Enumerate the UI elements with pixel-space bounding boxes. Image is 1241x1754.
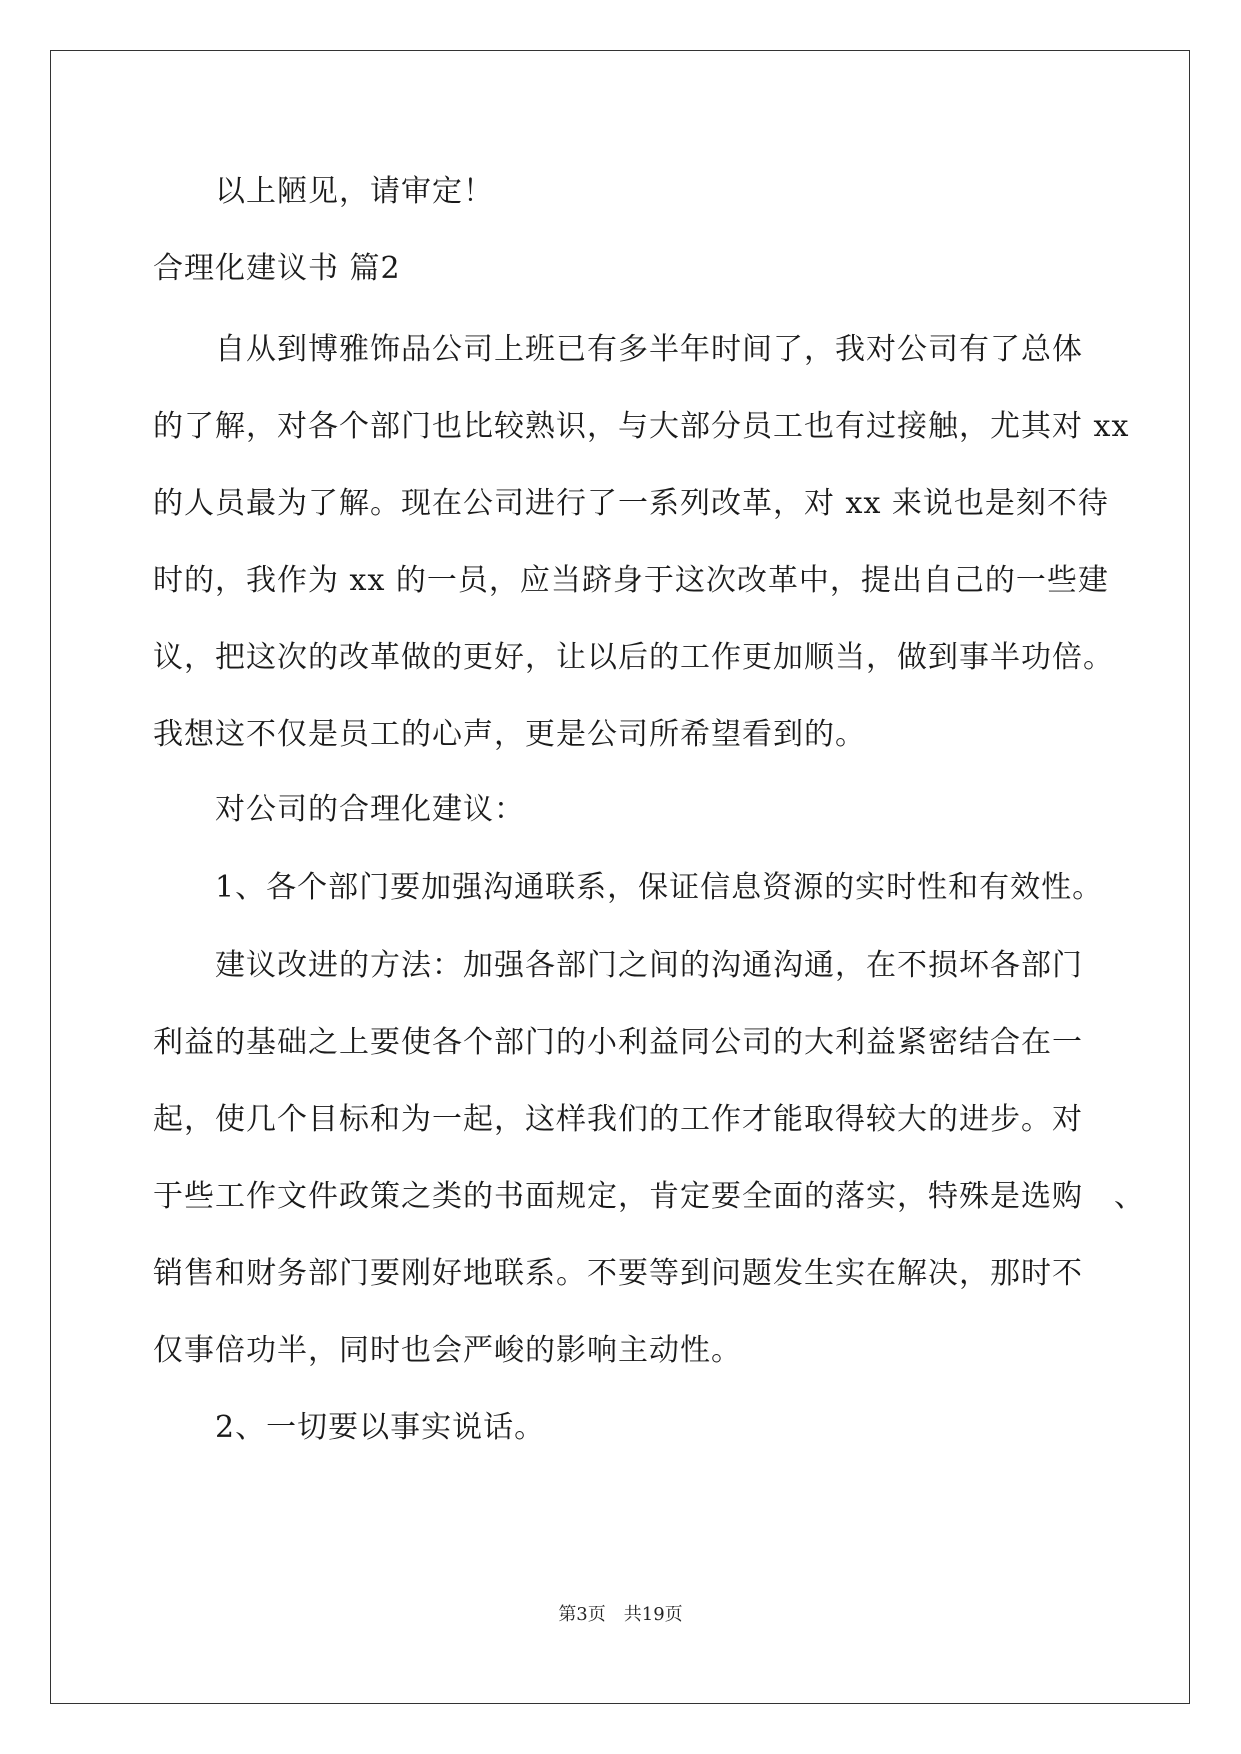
paragraph-line: 时的，我作为 xx 的一员，应当跻身于这次改革中，提出自己的一些建 [153, 563, 1109, 598]
paragraph-line: 销售和财务部门要刚好地联系。不要等到问题发生实在解决，那时不 [153, 1256, 1083, 1291]
paragraph-line: 我想这不仅是员工的心声，更是公司所希望看到的。 [153, 717, 866, 752]
list-item-2: 2、一切要以事实说话。 [215, 1410, 546, 1445]
paragraph-line: 起，使几个目标和为一起，这样我们的工作才能取得较大的进步。对 [153, 1102, 1083, 1137]
page-number-total: 共19页 [623, 1604, 683, 1625]
paragraph-line: 仅事倍功半，同时也会严峻的影响主动性。 [153, 1333, 742, 1368]
list-item-1: 1、各个部门要加强沟通联系，保证信息资源的实时性和有效性。 [215, 870, 1104, 905]
paragraph-line: 议，把这次的改革做的更好，让以后的工作更加顺当，做到事半功倍。 [153, 640, 1114, 675]
paragraph-line: 建议改进的方法：加强各部门之间的沟通沟通，在不损坏各部门 [215, 948, 1083, 983]
page-footer [0, 1603, 1241, 1627]
paragraph-line: 的了解，对各个部门也比较熟识，与大部分员工也有过接触，尤其对 xx [153, 409, 1130, 444]
paragraph-line: 自从到博雅饰品公司上班已有多半年时间了，我对公司有了总体 [215, 332, 1083, 367]
closing-line: 以上陋见，请审定！ [215, 174, 494, 209]
paragraph-line: 的人员最为了解。现在公司进行了一系列改革，对 xx 来说也是刻不待 [153, 486, 1109, 521]
paragraph-line: 利益的基础之上要使各个部门的小利益同公司的大利益紧密结合在一 [153, 1025, 1083, 1060]
subheading-line: 对公司的合理化建议： [215, 792, 525, 827]
paragraph-line: 于些工作文件政策之类的书面规定，肯定要全面的落实，特殊是选购 、 [153, 1179, 1145, 1214]
section-heading: 合理化建议书 篇2 [153, 251, 401, 286]
page-number-current: 第3页 [558, 1604, 606, 1625]
